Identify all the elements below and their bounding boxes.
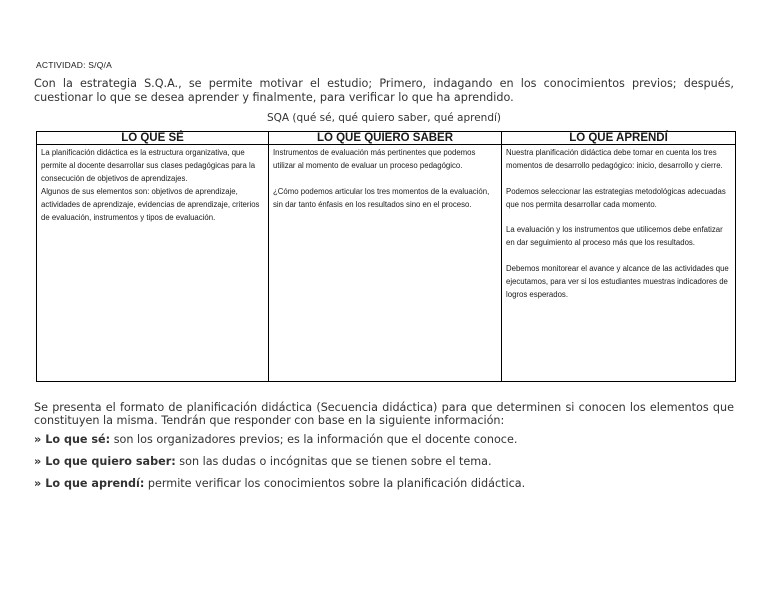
bullet-text: son los organizadores previos; es la información que el docente conoce. [113, 433, 518, 446]
table-row [37, 145, 736, 382]
list-item [34, 455, 734, 477]
sqa-table [36, 131, 736, 382]
bullet-text: son las dudas o incógnitas que se tienen sobre el tema. [179, 455, 492, 468]
activity-label: ACTIVIDAD: S/Q/A [36, 60, 112, 70]
instructions-paragraph: Se presenta el formato de planificación didáctica (Secuencia didáctica) para que determinen si conocen los elementos que constituyen la misma. Tendrán que responder con base en la siguiente información: [34, 401, 734, 427]
definitions-list [34, 433, 734, 499]
header-lo-que-se: LO QUE SÉ [37, 132, 269, 145]
table-title: SQA (qué sé, qué quiero saber, qué aprendí) [266, 112, 502, 124]
chevron-bullet-icon: » [34, 477, 42, 490]
intro-paragraph: Con la estrategia S.Q.A., se permite motivar el estudio; Primero, indagando en los conocimientos previos; después, cuestionar lo que se desea aprender y finalmente, para verificar lo que ha aprendido. [34, 77, 734, 104]
cell-lo-que-quiero-saber [269, 145, 502, 382]
list-item [34, 477, 734, 499]
bullet-term: Lo que aprendí: [45, 477, 145, 490]
cell-text-col2: Instrumentos de evaluación más pertinentes que podemos utilizar al momento de evaluar un proceso pedagógico. ¿Cómo podemos articular los tres momentos de la evaluación, sin dar tanto énfasis en los resultados sino en el proceso. [273, 148, 490, 209]
cell-lo-que-aprendi [502, 145, 736, 382]
table-header-row [37, 132, 736, 145]
cell-text-col1: La planificación didáctica es la estructura organizativa, que permite al docente desarrollar sus clases pedagógicas para la consecución de objetivos de aprendizajes. Algunos de sus elementos son: objetivos de aprendizaje, actividades de aprendizaje, evidencias de aprendizaje, criterios de evaluación, instrumentos y tipos de evaluación. [41, 148, 260, 222]
cell-lo-que-se [37, 145, 269, 382]
list-item [34, 433, 734, 455]
chevron-bullet-icon: » [34, 455, 42, 468]
bullet-term: Lo que sé: [45, 433, 111, 446]
bullet-term: Lo que quiero saber: [45, 455, 176, 468]
cell-text-col3: Nuestra planificación didáctica debe tomar en cuenta los tres momentos de desarrollo pedagógico: inicio, desarrollo y cierre. Podemos seleccionar las estrategias metodológicas adecuadas que nos permita desarrollar cada momento. La evaluación y los instrumentos que utilicemos debe enfatizar en dar seguimiento al proceso más que los resultados. Debemos monitorear el avance y alcance de las actividades que ejecutamos, para ver si los estudiantes muestras indicadores de logros esperados. [506, 148, 729, 299]
chevron-bullet-icon: » [34, 433, 42, 446]
bullet-text: permite verificar los conocimientos sobre la planificación didáctica. [147, 477, 526, 490]
header-lo-que-aprendi: LO QUE APRENDÍ [502, 132, 736, 145]
header-lo-que-quiero-saber: LO QUE QUIERO SABER [269, 132, 502, 145]
